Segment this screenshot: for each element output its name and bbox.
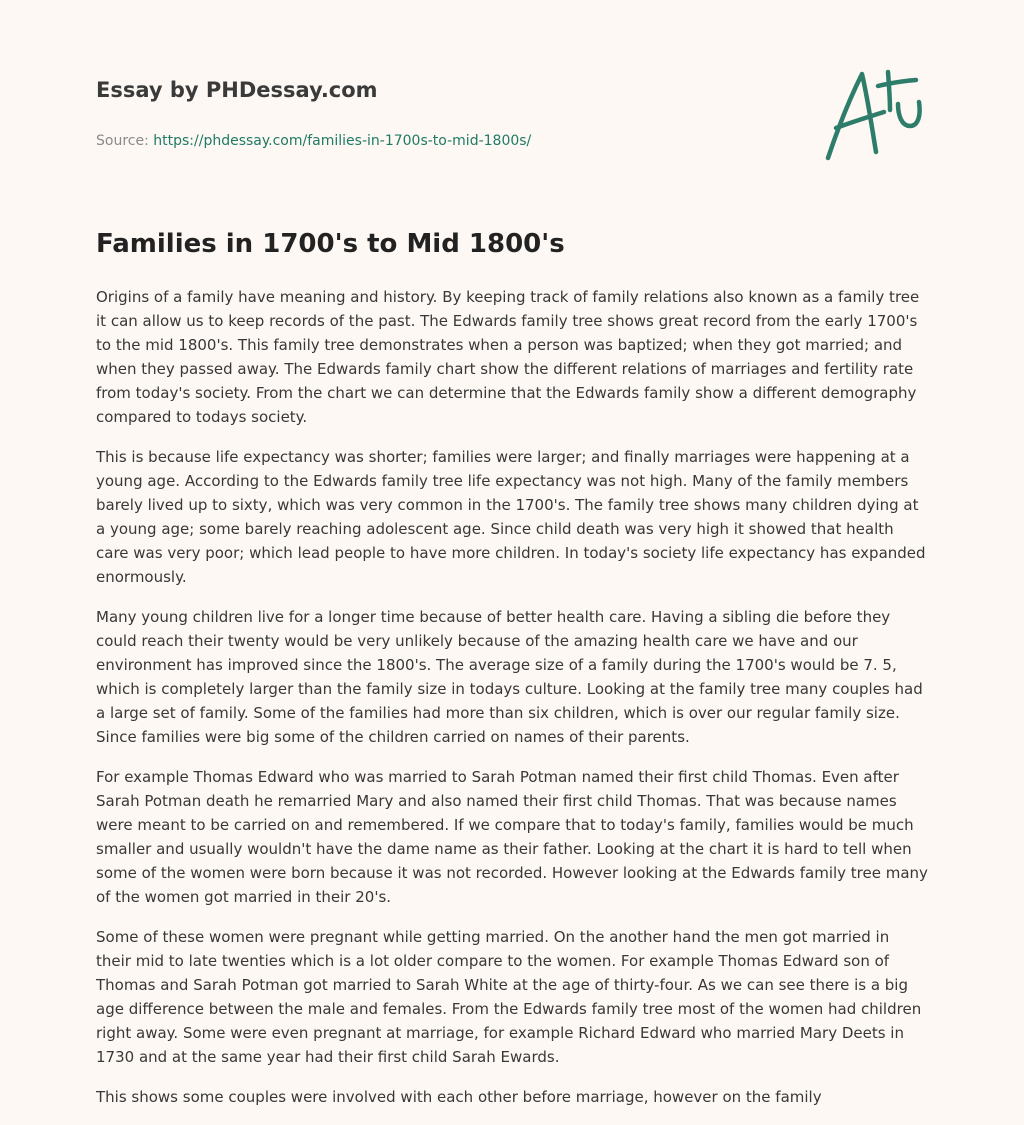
document-header: [96, 76, 796, 151]
paragraph: Origins of a family have meaning and history. By keeping track of family relations also known as a family tree it can allow us to keep records of the past. The Edwards family tree shows great record from the early 1700's to the mid 1800's. This family tree demonstrates when a person was baptized; when they got married; and when they passed away. The Edwards family chart show the different relations of marriages and fertility rate from today's society. From the chart we can determine that the Edwards family show a different demography compared to todays society.: [96, 288, 920, 426]
a-plus-logo-icon: [818, 66, 930, 166]
essay-body: [96, 285, 928, 1125]
paragraph: Many young children live for a longer time because of better health care. Having a sibling die before they could reach their twenty would be very unlikely because of the amazing health care we have and our environment has improved since the 1800's. The average size of a family during the 1700's would be 7. 5, which is completely larger than the family size in todays culture. Looking at the family tree many couples had a large set of family. Some of the families had more than six children, which is over our regular family size. Since families were big some of the children carried on names of their parents.: [96, 608, 923, 746]
paragraph: This is because life expectancy was shorter; families were larger; and finally marriages were happening at a young age. According to the Edwards family tree life expectancy was not high. Many of the family members barely lived up to sixty, which was very common in the 1700's. The family tree shows many children dying at a young age; some barely reaching adolescent age. Since child death was very high it showed that health care was very poor; which lead people to have more children. In today's society life expectancy has expanded enormously.: [96, 448, 926, 586]
source-line: [96, 131, 796, 151]
source-label: Source:: [96, 133, 154, 149]
paragraph: Some of these women were pregnant while getting married. On the another hand the men got married in their mid to late twenties which is a lot older compare to the women. For example Thomas Edward son of Thomas and Sarah Potman got married to Sarah White at the age of thirty-four. As we can see there is a big age difference between the male and females. From the Edwards family tree most of the women had children right away. Some were even pregnant at marriage, for example Richard Edward who married Mary Deets in 1730 and at the same year had their first child Sarah Ewards.: [96, 928, 922, 1066]
essay-title: Families in 1700's to Mid 1800's: [96, 229, 565, 259]
paragraph: This shows some couples were involved with each other before marriage, however on the family: [96, 1088, 822, 1106]
source-link[interactable]: https://phdessay.com/families-in-1700s-to-mid-1800s/: [153, 133, 532, 149]
brand-title: Essay by PHDessay.com: [96, 78, 378, 102]
paragraph: For example Thomas Edward who was married to Sarah Potman named their first child Thomas. Even after Sarah Potman death he remarried Mary and also named their first child Thomas. That was because names were meant to be carried on and remembered. If we compare that to today's family, families would be much smaller and usually wouldn't have the dame name as their father. Looking at the chart it is hard to tell when some of the women were born because it was not recorded. However looking at the Edwards family tree many of the women got married in their 20's.: [96, 768, 928, 906]
